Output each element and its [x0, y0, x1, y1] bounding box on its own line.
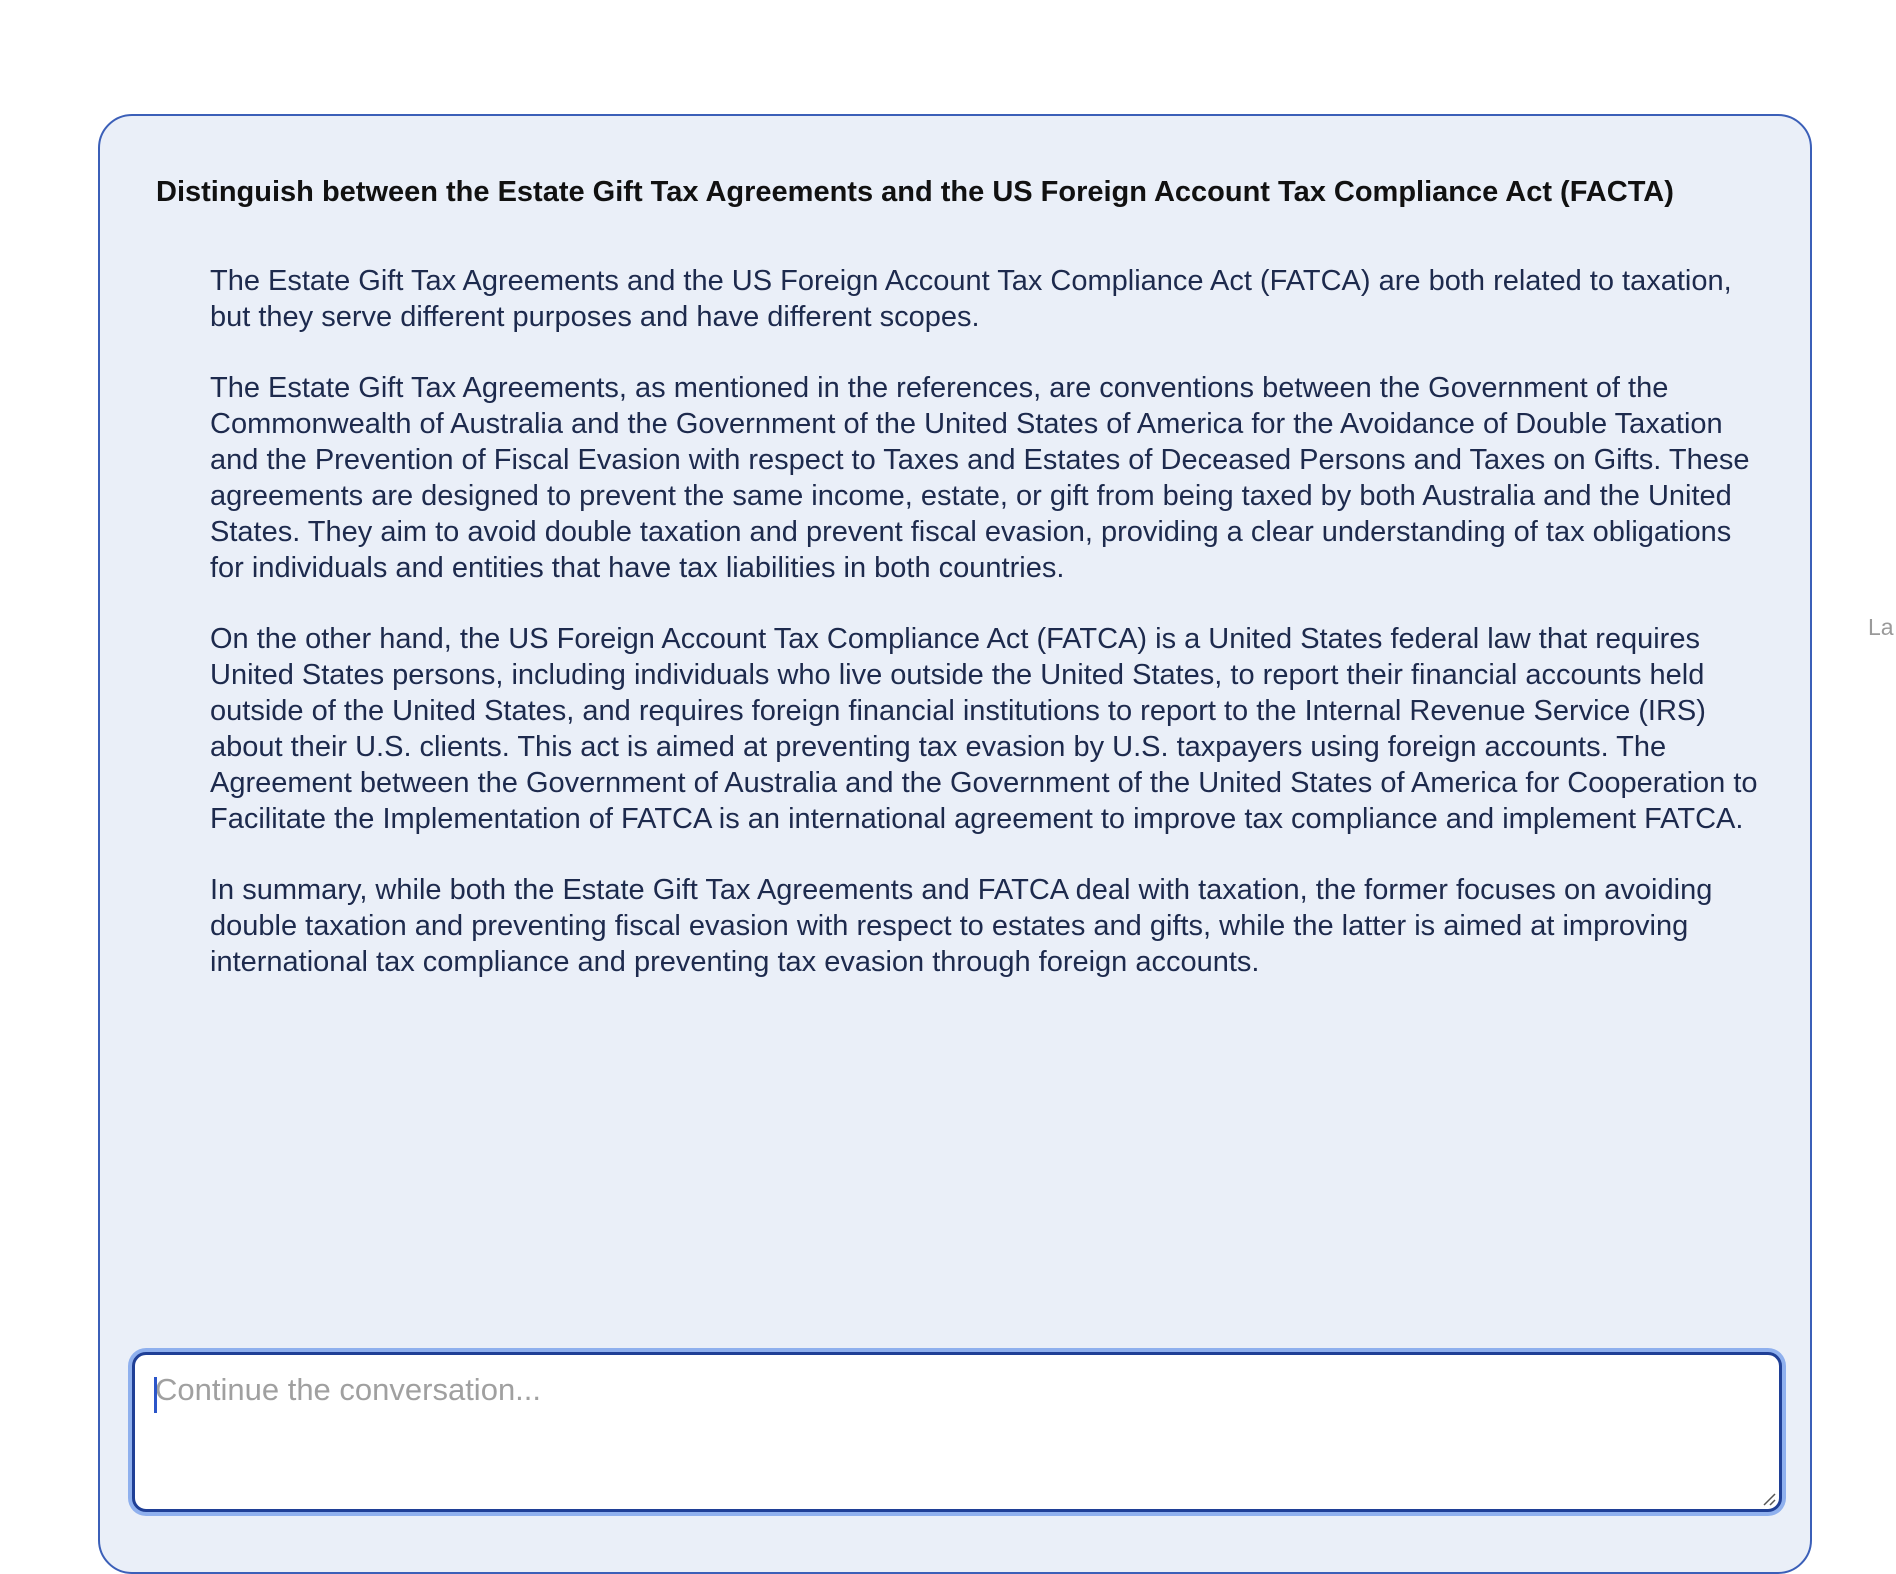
answer-paragraph: On the other hand, the US Foreign Account Tax Compliance Act (FATCA) is a United States federal law that requires United States persons, including individuals who live outside the United States, to report their financial accounts held outside of the United States, and requires foreign financial institutions to report to the Internal Revenue Service (IRS) about their U.S. clients. This act is aimed at preventing tax evasion by U.S. taxpayers using foreign accounts. The Agreement between the Government of Australia and the Government of the United States of America for Cooperation to Facilitate the Implementation of FATCA is an international agreement to improve tax compliance and implement FATCA.: [210, 623, 1758, 835]
answer-paragraph: In summary, while both the Estate Gift Tax Agreements and FATCA deal with taxation, the former focuses on avoiding double taxation and preventing fiscal evasion with respect to estates and gifts, while the latter is aimed at improving international tax compliance and preventing tax evasion through foreign accounts.: [210, 874, 1713, 978]
side-label: La: [1868, 614, 1894, 640]
resize-grip-icon[interactable]: [1762, 1492, 1776, 1506]
continue-conversation-input[interactable]: [135, 1355, 1779, 1509]
answer-body: [210, 263, 1770, 1015]
text-caret: [154, 1377, 157, 1413]
question-heading: Distinguish between the Estate Gift Tax Agreements and the US Foreign Account Tax Compliance Act (FACTA): [156, 176, 1674, 208]
composer-box[interactable]: [132, 1352, 1782, 1512]
conversation-panel: [98, 114, 1812, 1574]
answer-paragraph: The Estate Gift Tax Agreements and the US Foreign Account Tax Compliance Act (FATCA) are both related to taxation, but they serve different purposes and have different scopes.: [210, 265, 1732, 333]
answer-paragraph: The Estate Gift Tax Agreements, as mentioned in the references, are conventions between the Government of the Commonwealth of Australia and the Government of the United States of America for the Avoidance of Double Taxation and the Prevention of Fiscal Evasion with respect to Taxes and Estates of Deceased Persons and Taxes on Gifts. These agreements are designed to prevent the same income, estate, or gift from being taxed by both Australia and the United States. They aim to avoid double taxation and prevent fiscal evasion, providing a clear understanding of tax obligations for individuals and entities that have tax liabilities in both countries.: [210, 372, 1750, 584]
